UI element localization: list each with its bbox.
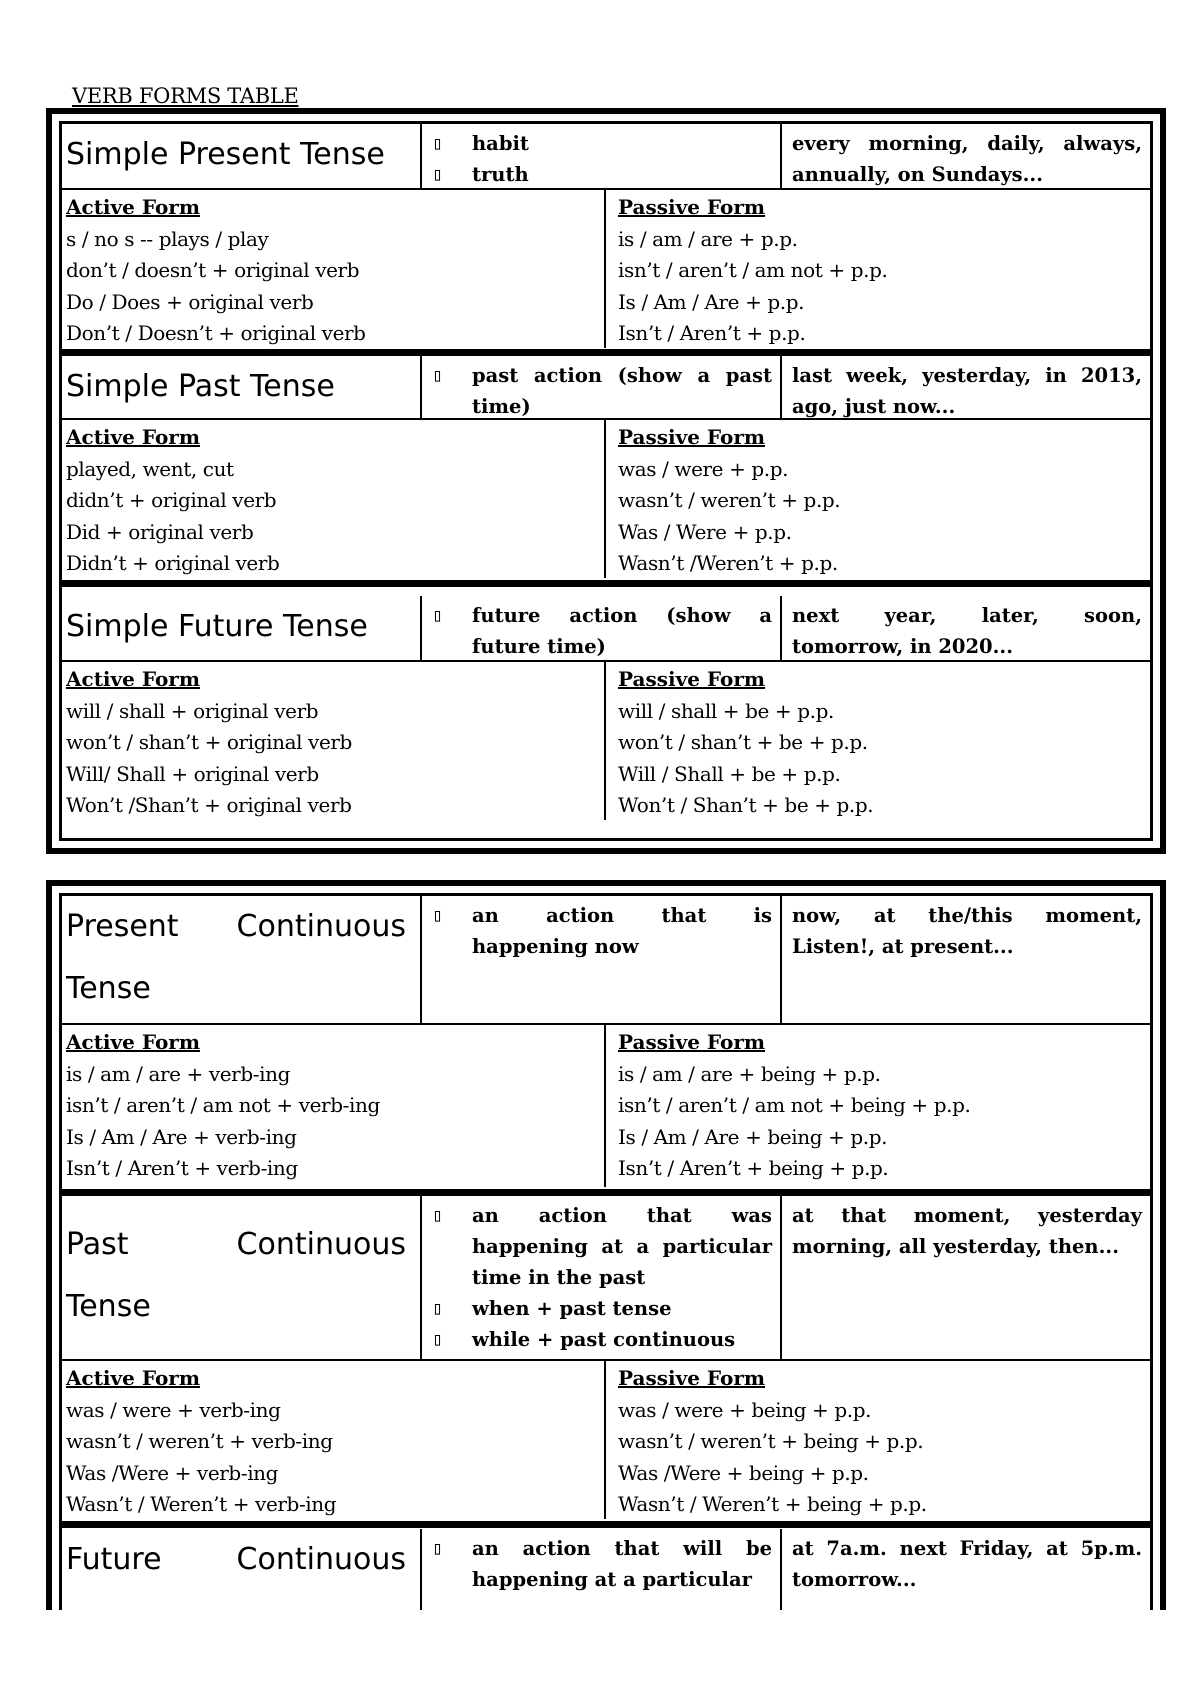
tense-name-word: Continuous — [236, 1227, 406, 1262]
form-line: won’t / shan’t + original verb — [66, 730, 352, 754]
form-line: isn’t / aren’t / am not + being + p.p. — [618, 1093, 971, 1117]
usage-item: ▯ an action that will be happening at a particular — [472, 1533, 772, 1595]
tense-name-word: Continuous — [236, 1542, 406, 1577]
tense-header — [62, 896, 1150, 1025]
form-line: Will/ Shall + original verb — [66, 761, 319, 786]
tense-divider — [62, 580, 1150, 587]
active-form-label: Active Form — [66, 667, 200, 691]
tense-future-continuous — [62, 1529, 1150, 1610]
form-line: Wasn’t / Weren’t + being + p.p. — [618, 1492, 927, 1516]
passive-form-label: Passive Form — [618, 1366, 766, 1390]
tense-name: Simple Future Tense — [66, 596, 422, 660]
form-line: isn’t / aren’t / am not + verb-ing — [66, 1093, 380, 1117]
form-line: Didn’t + original verb — [66, 551, 280, 575]
tense-header — [62, 1529, 1150, 1610]
passive-form-column — [618, 188, 1150, 348]
usage-item: ▯ when + past tense — [472, 1293, 772, 1324]
document-title: VERB FORMS TABLE — [72, 84, 299, 108]
usage-item: ▯ habit — [472, 128, 772, 159]
passive-form-label: Passive Form — [618, 195, 766, 219]
bullet-icon: ▯ — [432, 1538, 443, 1559]
form-line: was / were + being + p.p. — [618, 1397, 872, 1422]
form-line: Isn’t / Aren’t + being + p.p. — [618, 1156, 889, 1180]
form-line: Is / Am / Are + verb-ing — [66, 1124, 297, 1149]
tense-name-word: Continuous — [236, 909, 406, 944]
tense-name — [66, 896, 422, 1023]
tense-forms — [62, 660, 1150, 820]
form-line: is / am / are + verb-ing — [66, 1061, 290, 1086]
tense-header — [62, 1196, 1150, 1361]
bullet-icon: ▯ — [432, 605, 443, 626]
form-line: wasn’t / weren’t + being + p.p. — [618, 1429, 924, 1453]
form-line: Was /Were + being + p.p. — [618, 1460, 869, 1485]
active-form-column — [66, 418, 606, 578]
active-form-label: Active Form — [66, 1030, 200, 1054]
bullet-icon: ▯ — [432, 365, 443, 386]
form-line: will / shall + original verb — [66, 698, 319, 723]
tense-name-word: Future — [66, 1542, 162, 1577]
tense-usage — [422, 1529, 782, 1610]
form-line: Wasn’t / Weren’t + verb-ing — [66, 1492, 337, 1516]
tense-forms — [62, 1359, 1150, 1519]
passive-form-label: Passive Form — [618, 667, 766, 691]
form-line: Do / Does + original verb — [66, 289, 314, 314]
active-form-label: Active Form — [66, 195, 200, 219]
tense-present-continuous — [62, 896, 1150, 1214]
tense-name-word: Present — [66, 909, 179, 944]
tense-divider — [62, 1189, 1150, 1196]
passive-form-label: Passive Form — [618, 1030, 766, 1054]
tense-name: Simple Present Tense — [66, 124, 422, 188]
usage-item: ▯ an action that was happening at a particular time in the past — [472, 1200, 772, 1293]
continuous-tenses-table — [46, 880, 1166, 1610]
tense-simple-future — [62, 596, 1150, 836]
usage-item: ▯ an action that is happening now — [472, 900, 772, 962]
time-expressions: now, at the/this moment, Listen!, at present... — [792, 904, 1142, 958]
passive-form-column — [618, 660, 1150, 820]
form-line: didn’t + original verb — [66, 488, 277, 512]
tense-header — [62, 356, 1150, 420]
simple-tenses-table — [46, 108, 1166, 854]
form-line: was / were + verb-ing — [66, 1397, 281, 1422]
bullet-icon: ▯ — [432, 905, 443, 926]
bullet-icon: ▯ — [432, 1205, 443, 1226]
form-line: Isn’t / Aren’t + p.p. — [618, 321, 806, 345]
form-line: will / shall + be + p.p. — [618, 698, 834, 723]
active-form-column — [66, 1023, 606, 1187]
active-form-label: Active Form — [66, 1366, 200, 1390]
form-line: wasn’t / weren’t + verb-ing — [66, 1429, 333, 1453]
tense-usage — [422, 1196, 782, 1359]
form-line: Wasn’t /Weren’t + p.p. — [618, 551, 838, 575]
passive-form-column — [618, 418, 1150, 578]
active-form-label: Active Form — [66, 425, 200, 449]
tense-usage — [422, 596, 782, 660]
form-line: don’t / doesn’t + original verb — [66, 258, 360, 282]
form-line: Won’t / Shan’t + be + p.p. — [618, 793, 874, 817]
form-line: Was / Were + p.p. — [618, 519, 792, 544]
table-inner-frame — [59, 121, 1153, 841]
tense-divider — [62, 1521, 1150, 1528]
tense-divider — [62, 349, 1150, 356]
form-line: Is / Am / Are + p.p. — [618, 289, 805, 314]
tense-usage — [422, 896, 782, 1023]
passive-form-label: Passive Form — [618, 425, 766, 449]
passive-form-column — [618, 1023, 1150, 1187]
tense-past-continuous — [62, 1196, 1150, 1536]
tense-name-word: Past — [66, 1227, 129, 1262]
form-line: Is / Am / Are + being + p.p. — [618, 1124, 888, 1149]
tense-forms — [62, 188, 1150, 348]
form-line: is / am / are + being + p.p. — [618, 1061, 881, 1086]
form-line: Was /Were + verb-ing — [66, 1460, 279, 1485]
tense-header — [62, 596, 1150, 662]
bullet-icon: ▯ — [432, 164, 443, 185]
usage-item: ▯ past action (show a past time) — [472, 360, 772, 422]
tense-header — [62, 124, 1150, 190]
active-form-column — [66, 188, 606, 348]
time-expressions: next year, later, soon, tomorrow, in 2020... — [792, 604, 1142, 658]
tense-name — [66, 1529, 422, 1610]
form-line: isn’t / aren’t / am not + p.p. — [618, 258, 888, 282]
tense-forms — [62, 418, 1150, 578]
form-line: Don’t / Doesn’t + original verb — [66, 321, 366, 345]
usage-item: ▯ while + past continuous — [472, 1324, 772, 1355]
active-form-column — [66, 1359, 606, 1519]
form-line: wasn’t / weren’t + p.p. — [618, 488, 841, 512]
time-expressions: at that moment, yesterday morning, all yesterday, then... — [792, 1204, 1142, 1258]
tense-simple-past — [62, 356, 1150, 596]
form-line: was / were + p.p. — [618, 456, 789, 481]
time-expressions: at 7a.m. next Friday, at 5p.m. tomorrow... — [792, 1537, 1142, 1591]
form-line: won’t / shan’t + be + p.p. — [618, 730, 868, 754]
usage-item: ▯ truth — [472, 159, 772, 190]
usage-item: ▯ future action (show a future time) — [472, 600, 772, 662]
bullet-icon: ▯ — [432, 1329, 443, 1350]
bullet-icon: ▯ — [432, 133, 443, 154]
bullet-icon: ▯ — [432, 1298, 443, 1319]
active-form-column — [66, 660, 606, 820]
form-line: is / am / are + p.p. — [618, 226, 798, 251]
form-line: Did + original verb — [66, 519, 254, 544]
tense-usage — [422, 356, 782, 418]
passive-form-column — [618, 1359, 1150, 1519]
form-line: Won’t /Shan’t + original verb — [66, 793, 352, 817]
tense-simple-present — [62, 124, 1150, 354]
tense-usage — [422, 124, 782, 188]
form-line: Isn’t / Aren’t + verb-ing — [66, 1156, 298, 1180]
time-expressions: every morning, daily, always, annually, on Sundays... — [792, 132, 1142, 186]
tense-name-word: Tense — [66, 971, 151, 1006]
form-line: played, went, cut — [66, 456, 234, 481]
tense-name — [66, 1196, 422, 1359]
tense-name-word: Tense — [66, 1289, 151, 1324]
time-expressions: last week, yesterday, in 2013, ago, just now... — [792, 364, 1142, 418]
form-line: s / no s -- plays / play — [66, 226, 269, 251]
form-line: Will / Shall + be + p.p. — [618, 761, 841, 786]
table-inner-frame — [59, 893, 1153, 1610]
tense-forms — [62, 1023, 1150, 1187]
tense-name: Simple Past Tense — [66, 356, 422, 418]
